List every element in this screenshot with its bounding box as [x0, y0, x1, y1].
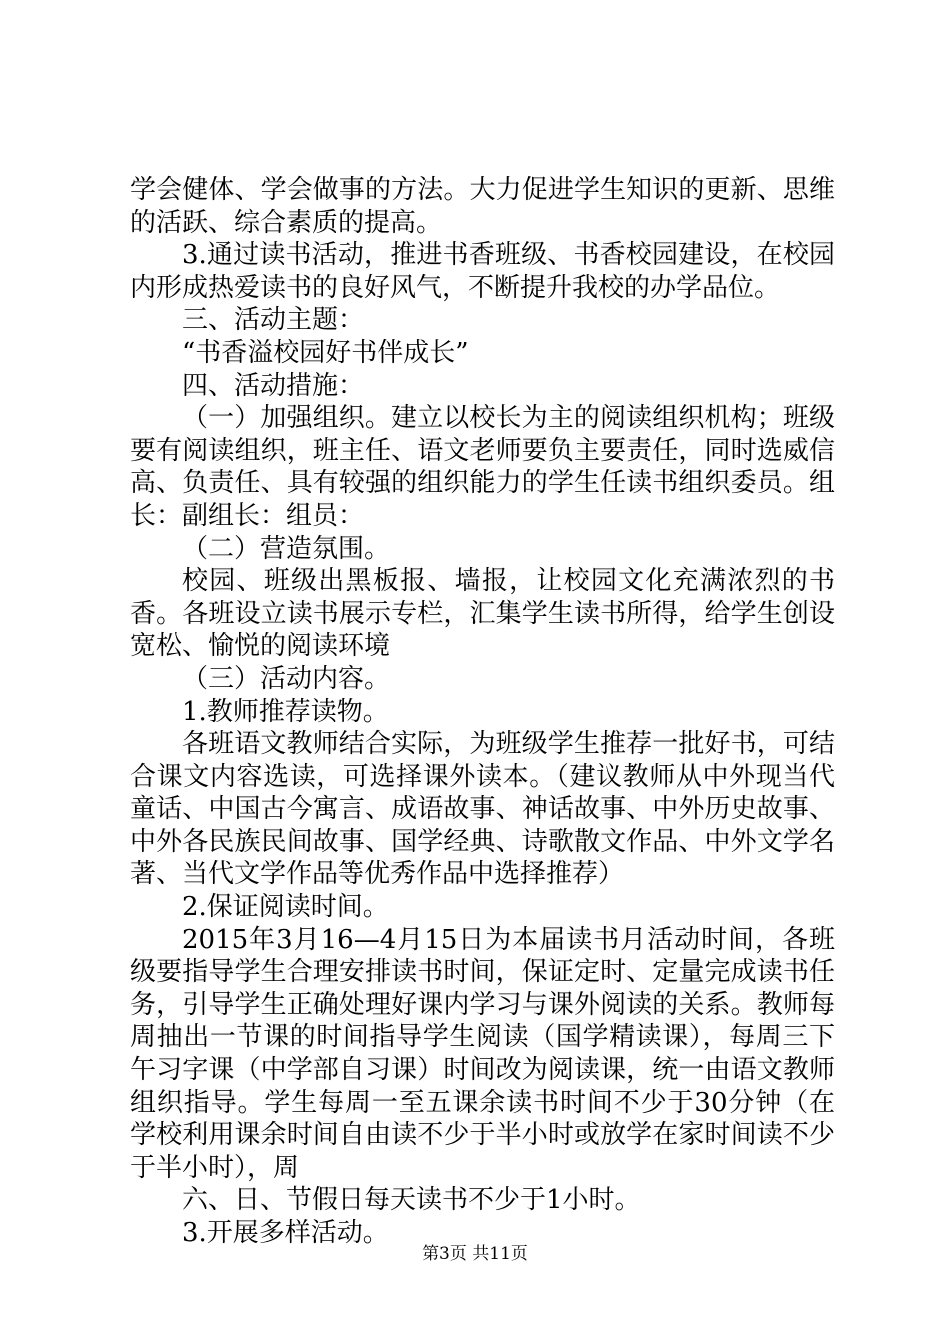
heading-activity-content: （三）活动内容。	[182, 663, 391, 694]
paragraph-theme-slogan: “书香溢校园好书伴成长”	[182, 337, 469, 368]
paragraph-strengthen-organization: （一）加强组织。建立以校长为主的阅读组织机构；班级要有阅读组织，班主任、语文老师要负主要责任，同时选威信高、负责任、具有较强的组织能力的学生任读书组织委员。组长：副组长：组员：	[130, 403, 835, 531]
heading-create-atmosphere: （二）营造氛围。	[182, 533, 391, 564]
paragraph-atmosphere-details: 校园、班级出黑板报、墙报，让校园文化充满浓烈的书香。各班设立读书展示专栏，汇集学生读书所得，给学生创设宽松、愉悦的阅读环境	[130, 566, 835, 662]
heading-activity-measures: 四、活动措施：	[182, 370, 365, 401]
heading-teacher-recommend: 1.教师推荐读物。	[182, 696, 389, 727]
paragraph-teacher-recommend: 各班语文教师结合实际，为班级学生推荐一批好书，可结合课文内容选读，可选择课外读本。（建议教师从中外现当代童话、中国古今寓言、成语故事、神话故事、中外历史故事、中外各民族民间故事、国学经典、诗歌散文作品、中外文学名著、当代文学作品等优秀作品中选择推荐）	[130, 729, 835, 890]
document-body	[130, 174, 835, 1250]
paragraph-reading-time: 2015年3月16—4月15日为本届读书月活动时间，各班级要指导学生合理安排读书时间，保证定时、定量完成读书任务，引导学生正确处理好课内学习与课外阅读的关系。教师每周抽出一节课的时间指导学生阅读（国学精读课），每周三下午习字课（中学部自习课）时间改为阅读课，统一由语文教师组织指导。学生每周一至五课余读书时间不少于30分钟（在学校利用课余时间自由读不少于半小时或放学在家时间读不少于半小时），周	[130, 924, 835, 1183]
heading-various-activities: 3.开展多样活动。	[182, 1218, 389, 1248]
heading-reading-time: 2.保证阅读时间。	[182, 892, 389, 923]
paragraph-weekend-reading: 六、日、节假日每天读书不少于1小时。	[182, 1185, 641, 1216]
paragraph-goal-3: 3.通过读书活动，推进书香班级、书香校园建设，在校园内形成热爱读书的良好风气，不断提升我校的办学品位。	[130, 240, 835, 303]
paragraph-continuation: 学会健体、学会做事的方法。大力促进学生知识的更新、思维的活跃、综合素质的提高。	[130, 175, 835, 238]
page-number-footer: 第3页 共11页	[422, 1244, 528, 1264]
heading-activity-theme: 三、活动主题：	[182, 305, 365, 336]
